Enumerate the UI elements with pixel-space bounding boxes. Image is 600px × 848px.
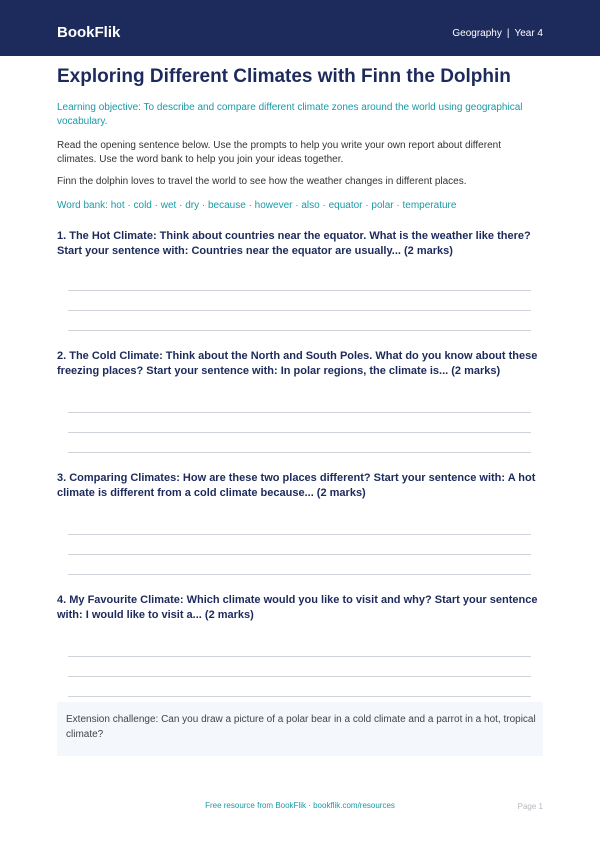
extension-challenge: Extension challenge: Can you draw a picture of a polar bear in a cold climate and a parrot in a hot, tropical climate? (66, 714, 536, 740)
opening-sentence: Finn the dolphin loves to travel the world to see how the weather changes in different places. (57, 176, 467, 187)
instructions: Read the opening sentence below. Use the prompts to help you write your own report about different climates. Use the word bank to help you join your ideas together. (57, 140, 501, 165)
question-3-prompt: 3. Comparing Climates: How are these two places different? Start your sentence with: A hot climate is different from a cold climate because... (2 marks) (57, 472, 536, 499)
answer-line[interactable] (68, 412, 531, 413)
answer-line[interactable] (68, 290, 531, 291)
answer-line[interactable] (68, 310, 531, 311)
question-3 (57, 471, 547, 501)
page-number: Page 1 (517, 802, 543, 811)
question-1-prompt: 1. The Hot Climate: Think about countries near the equator. What is the weather like there? Start your sentence with: Countries near the equator are usually... (2 marks) (57, 230, 531, 257)
brand-logo: BookFlik (57, 24, 121, 41)
subject-year-label (452, 28, 543, 39)
extension-challenge-box (57, 702, 543, 756)
question-2 (57, 349, 547, 379)
page-title: Exploring Different Climates with Finn the Dolphin (57, 66, 511, 87)
question-4-prompt: 4. My Favourite Climate: Which climate would you like to visit and why? Start your sentence with: I would like to visit a... (2 marks) (57, 594, 538, 621)
answer-line[interactable] (68, 534, 531, 535)
answer-line[interactable] (68, 452, 531, 453)
answer-line[interactable] (68, 554, 531, 555)
answer-line[interactable] (68, 676, 531, 677)
footer-credit[interactable]: Free resource from BookFlik · bookflik.com/resources (205, 801, 395, 810)
answer-line[interactable] (68, 330, 531, 331)
answer-line[interactable] (68, 432, 531, 433)
worksheet-intro (57, 64, 543, 213)
question-4 (57, 593, 547, 623)
year-label: Year 4 (514, 28, 543, 39)
question-2-prompt: 2. The Cold Climate: Think about the North and South Poles. What do you know about these freezing places? Start your sentence with: In polar regions, the climate is... (2 marks) (57, 350, 538, 377)
question-1 (57, 229, 547, 259)
answer-line[interactable] (68, 574, 531, 575)
answer-line[interactable] (68, 696, 531, 697)
page-header (0, 0, 600, 56)
word-bank: Word bank: hot · cold · wet · dry · because · however · also · equator · polar · temperature (57, 200, 457, 211)
subject-label: Geography (452, 28, 502, 39)
header-separator: | (506, 28, 510, 39)
answer-line[interactable] (68, 656, 531, 657)
learning-objective: Learning objective: To describe and compare different climate zones around the world using geographical vocabulary. (57, 102, 523, 127)
